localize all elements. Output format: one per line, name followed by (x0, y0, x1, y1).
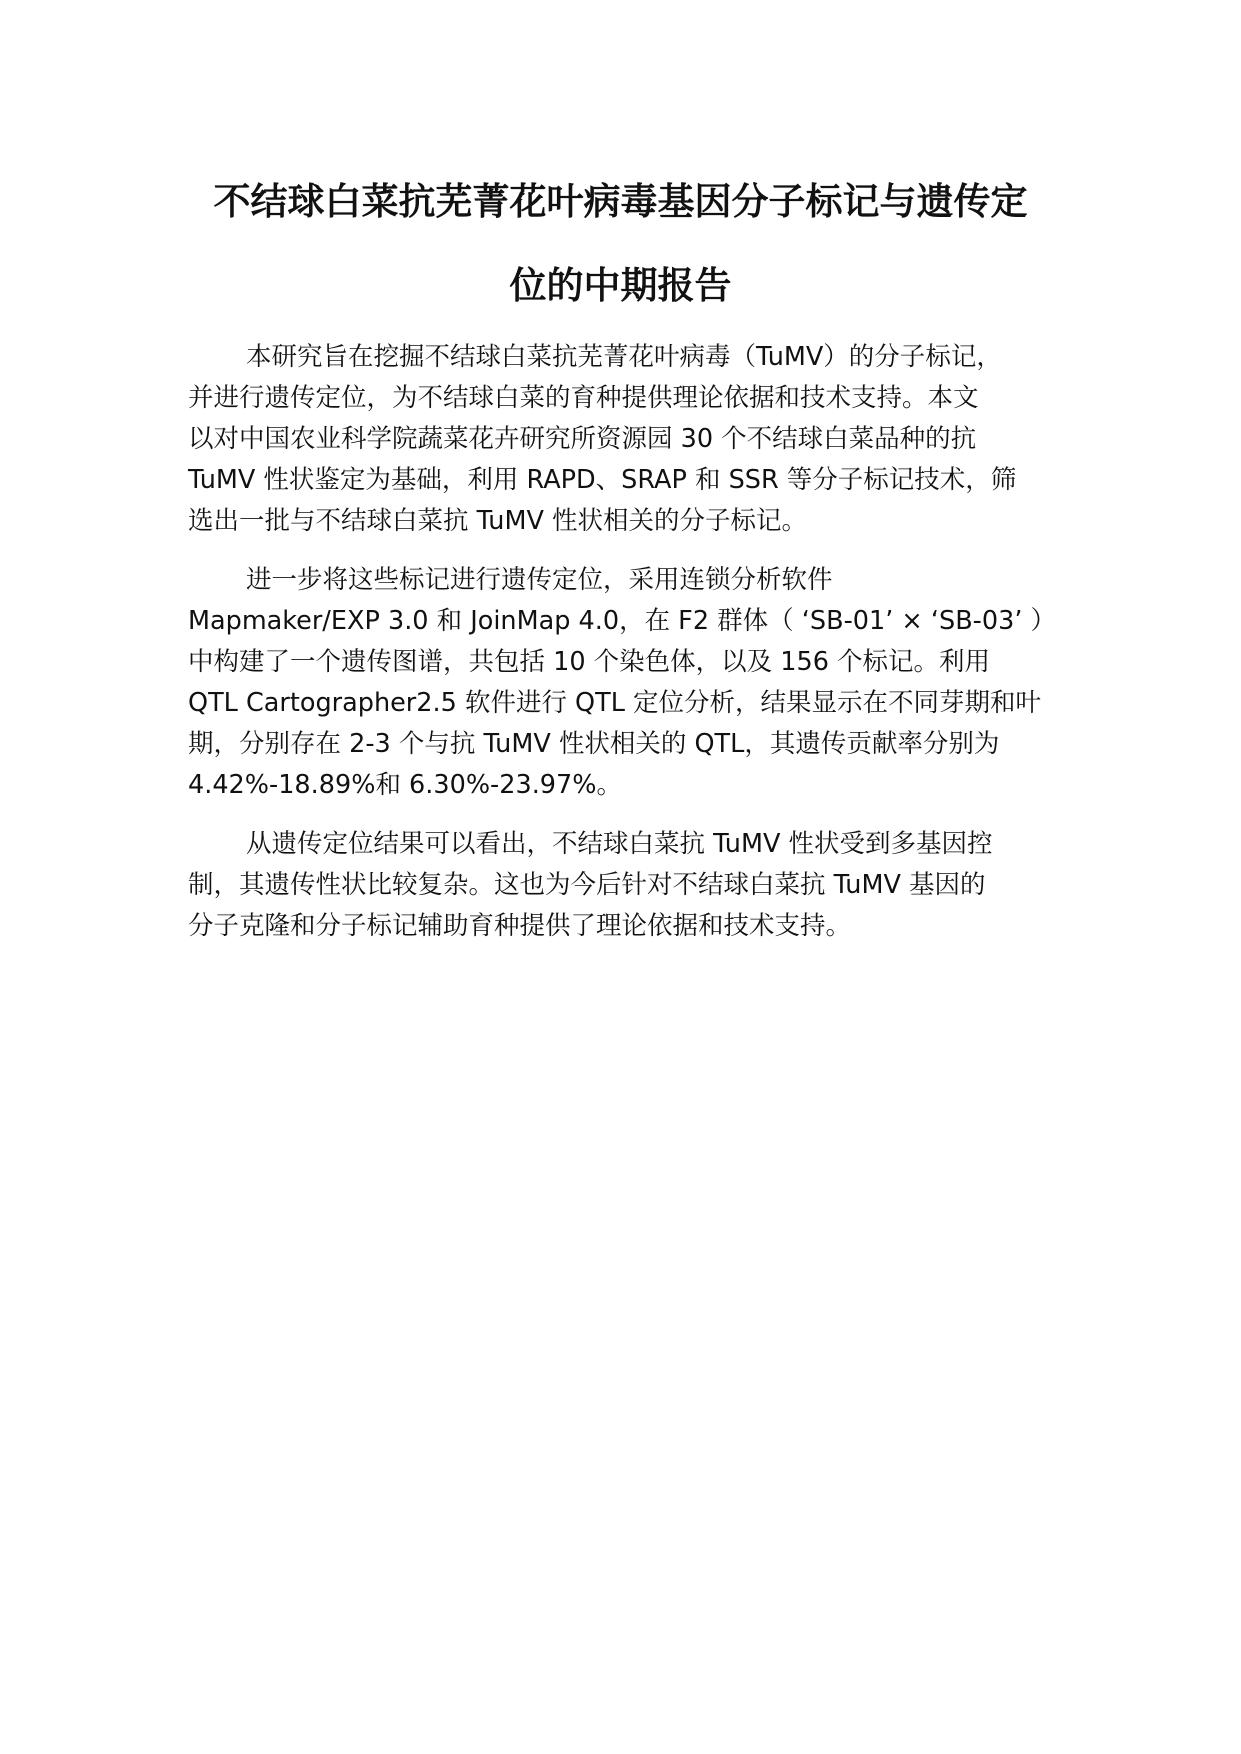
paragraph-line: 选出一批与不结球白菜抗 TuMV 性状相关的分子标记。 (188, 506, 808, 536)
paragraph-line: 从遗传定位结果可以看出，不结球白菜抗 TuMV 性状受到多基因控 (246, 829, 993, 859)
paragraph-line: Mapmaker/EXP 3.0 和 JoinMap 4.0，在 F2 群体（ ‘SB-01’ × ‘SB-03’ ） (188, 606, 1057, 636)
paragraph-line: 以对中国农业科学院蔬菜花卉研究所资源园 30 个不结球白菜品种的抗 (188, 424, 977, 454)
paragraph-line: 中构建了一个遗传图谱，共包括 10 个染色体，以及 156 个标记。利用 (188, 647, 991, 677)
paragraph-line: 4.42%-18.89%和 6.30%-23.97%。 (188, 770, 622, 800)
paragraph-line: 并进行遗传定位，为不结球白菜的育种提供理论依据和技术支持。本文 (188, 383, 979, 413)
paragraph-line: 分子克隆和分子标记辅助育种提供了理论依据和技术支持。 (188, 911, 852, 941)
paragraph-line: 制，其遗传性状比较复杂。这也为今后针对不结球白菜抗 TuMV 基因的 (188, 870, 986, 900)
document-title-line-1: 不结球白菜抗芜菁花叶病毒基因分子标记与遗传定 (213, 180, 1028, 223)
paragraph-line: TuMV 性状鉴定为基础，利用 RAPD、SRAP 和 SSR 等分子标记技术，筛 (188, 465, 1017, 495)
paragraph-line: 本研究旨在挖掘不结球白菜抗芜菁花叶病毒（TuMV）的分子标记， (246, 342, 1002, 372)
paragraph-line: 期，分别存在 2-3 个与抗 TuMV 性状相关的 QTL，其遗传贡献率分别为 (188, 729, 1000, 759)
paragraph-line: QTL Cartographer2.5 软件进行 QTL 定位分析，结果显示在不同芽期和叶 (188, 688, 1042, 718)
document-title-line-2: 位的中期报告 (509, 264, 732, 307)
paragraph-line: 进一步将这些标记进行遗传定位，采用连锁分析软件 (246, 565, 833, 595)
